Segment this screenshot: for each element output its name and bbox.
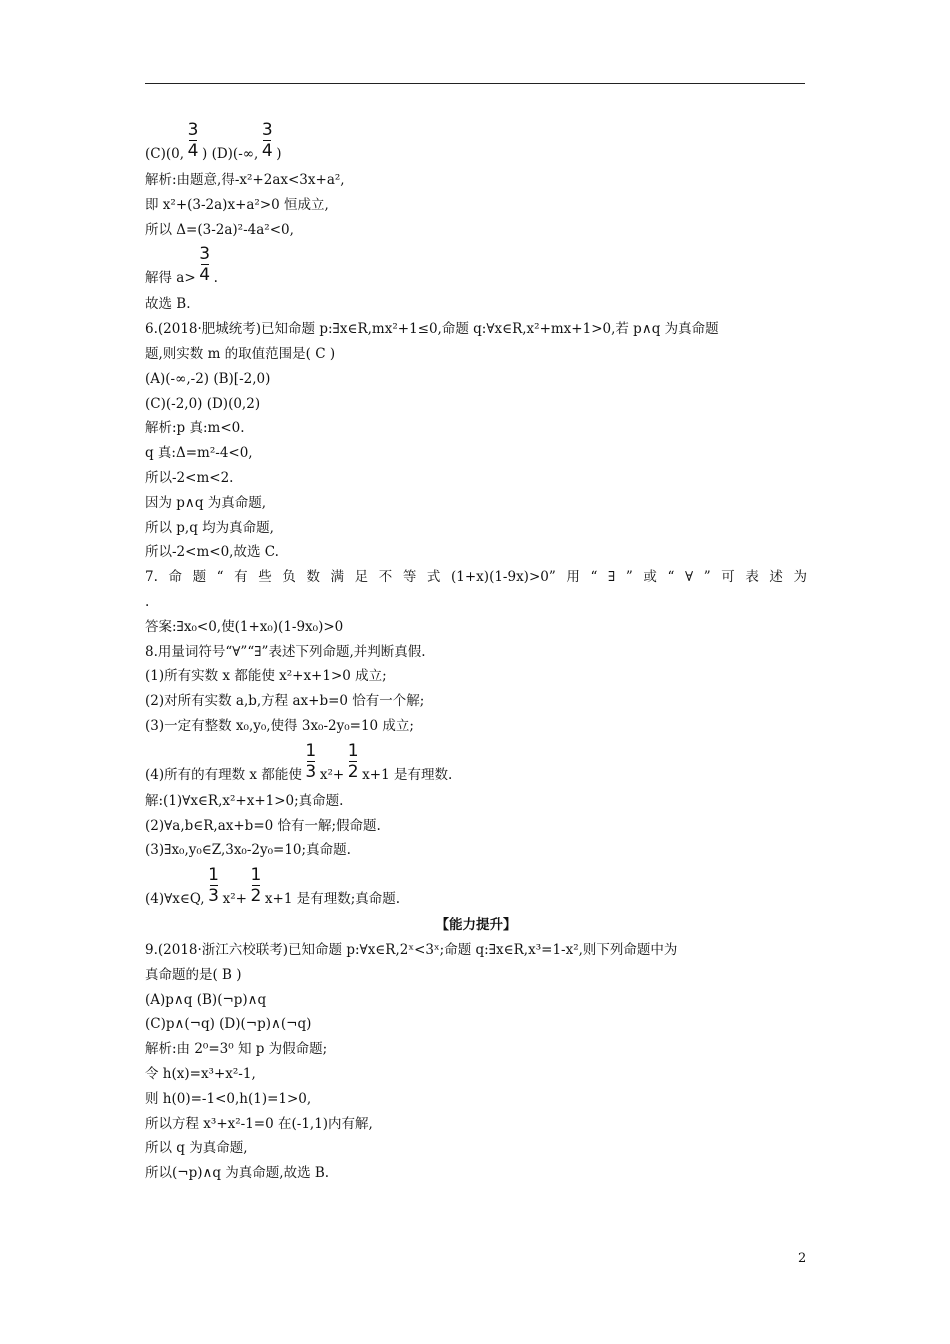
question-7-answer: 答案:∃x₀<0,使(1+x₀)(1-9x₀)>0: [145, 618, 344, 635]
q7-token: 有: [234, 569, 248, 586]
text-line: (2)∀a,b∈R,ax+b=0 恰有一解;假命题.: [145, 817, 381, 834]
fraction: $\frac{1}{3}$: [208, 865, 219, 907]
text-line: 因为 p∧q 为真命题,: [145, 494, 267, 511]
q7-token: 负: [282, 569, 296, 586]
q7-token: “: [667, 569, 675, 586]
option-d-text: ) (D)(-∞,: [202, 146, 259, 162]
q7-token: ∃: [607, 569, 616, 586]
text-line: 所以-2<m<0,故选 C.: [145, 544, 279, 561]
text-line: 所以 q 为真命题,: [145, 1140, 248, 1157]
q7-token: 7.: [145, 569, 158, 586]
q7-token: “: [590, 569, 598, 586]
q7-token: 些: [258, 569, 272, 586]
q7-token: ”: [703, 569, 711, 586]
q7-token: ”: [625, 569, 633, 586]
question-7-stem: [145, 565, 807, 590]
text-line-with-fraction: 解得 a> $\frac{3}{4}$ .: [145, 244, 218, 287]
fraction: $\frac{3}{4}$: [199, 244, 211, 286]
fraction: $\frac{3}{4}$: [187, 120, 199, 161]
fraction: $\frac{1}{2}$: [250, 865, 262, 907]
question-6-stem: 6.(2018·肥城统考)已知命题 p:∃x∈R,mx²+1≤0,命题 q:∀x∈R,x²+mx+1>0,若 p∧q 为真命题: [145, 321, 719, 338]
text-line: 解:(1)∀x∈R,x²+x+1>0;真命题.: [145, 792, 344, 809]
q7-token: (1+x)(1-9x)>0”: [451, 569, 556, 586]
text-line: (3)∃x₀,y₀∈Z,3x₀-2y₀=10;真命题.: [145, 842, 351, 859]
q7-token: 或: [643, 569, 657, 586]
question-6-options-cd: (C)(-2,0) (D)(0,2): [145, 395, 261, 412]
section-heading: 【能力提升】: [435, 917, 517, 934]
fraction: $\frac{1}{3}$: [305, 740, 317, 782]
q7-token: 式: [426, 569, 441, 586]
q7-token: 题: [192, 569, 207, 586]
text-line: 故选 B.: [145, 296, 191, 313]
text-line: 即 x²+(3-2a)x+a²>0 恒成立,: [145, 196, 329, 213]
fraction: $\frac{1}{2}$: [347, 740, 359, 782]
q7-token: 等: [402, 569, 417, 586]
text-line: 解析:由 2⁰=3⁰ 知 p 为假命题;: [145, 1041, 328, 1058]
q7-token: 数: [306, 569, 320, 586]
text-line: 所以 Δ=(3-2a)²-4a²<0,: [145, 221, 294, 238]
option-c-text: (C)(0,: [145, 146, 185, 162]
question-9-stem-cont: 真命题的是( B ): [145, 966, 242, 983]
document-body: [145, 118, 807, 1186]
q7-token: 用: [566, 569, 580, 586]
question-8-stem: 8.用量词符号“∀”“∃”表述下列命题,并判断真假.: [145, 643, 426, 660]
header-rule: [145, 83, 805, 84]
q7-token: 命: [168, 569, 182, 586]
text-line: (3)一定有整数 x₀,y₀,使得 3x₀-2y₀=10 成立;: [145, 717, 414, 734]
question-9-stem: 9.(2018·浙江六校联考)已知命题 p:∀x∈R,2ˣ<3ˣ;命题 q:∃x∈R,x³=1-x²,则下列命题中为: [145, 941, 678, 958]
text-line: 解析:p 真:m<0.: [145, 420, 245, 437]
text-line: 所以(¬p)∧q 为真命题,故选 B.: [145, 1165, 330, 1182]
q7-token: “: [216, 569, 224, 586]
q7-token: 表: [745, 569, 759, 586]
q7-token: 述: [769, 569, 783, 586]
text-line: 则 h(0)=-1<0,h(1)=1>0,: [145, 1090, 312, 1107]
text-line: 所以 p,q 均为真命题,: [145, 519, 274, 536]
text-line: (1)所有实数 x 都能使 x²+x+1>0 成立;: [145, 668, 387, 685]
text-line: .: [145, 593, 150, 610]
q7-token: ∀: [684, 569, 694, 586]
text-line: q 真:Δ=m²-4<0,: [145, 445, 253, 462]
text-line-with-fraction: (4)∀x∈Q, $\frac{1}{3}$ x²+ $\frac{1}{2}$ x+1 是有理数;真命题.: [145, 865, 401, 908]
q7-token: 可: [721, 569, 735, 586]
text-line: 解析:由题意,得-x²+2ax<3x+a²,: [145, 172, 345, 188]
fraction: $\frac{3}{4}$: [261, 120, 273, 161]
question-6-stem-cont: 题,则实数 m 的取值范围是( C ): [145, 345, 336, 362]
q7-token: 足: [354, 569, 369, 586]
text-line: 所以-2<m<2.: [145, 469, 234, 486]
question-9-options-ab: (A)p∧q (B)(¬p)∧q: [145, 991, 267, 1008]
question-9-options-cd: (C)p∧(¬q) (D)(¬p)∧(¬q): [145, 1016, 312, 1033]
q7-token: 不: [378, 569, 393, 586]
question-6-options-ab: (A)(-∞,-2) (B)[-2,0): [145, 370, 271, 387]
text-line: (2)对所有实数 a,b,方程 ax+b=0 恰有一个解;: [145, 693, 425, 710]
text-line-with-fraction: (4)所有的有理数 x 都能使 $\frac{1}{3}$ x²+ $\frac{1}{2}$ x+1 是有理数.: [145, 740, 453, 783]
text-line: 令 h(x)=x³+x²-1,: [145, 1065, 256, 1082]
q7-token: 为: [793, 569, 807, 586]
options-c-d: (C)(0, $\frac{3}{4}$ ) (D)(-∞, $\frac{3}{4}$ ): [145, 120, 282, 162]
text-line: 所以方程 x³+x²-1=0 在(-1,1)内有解,: [145, 1115, 373, 1132]
page-number: 2: [798, 1251, 807, 1266]
q7-token: 满: [330, 569, 345, 586]
